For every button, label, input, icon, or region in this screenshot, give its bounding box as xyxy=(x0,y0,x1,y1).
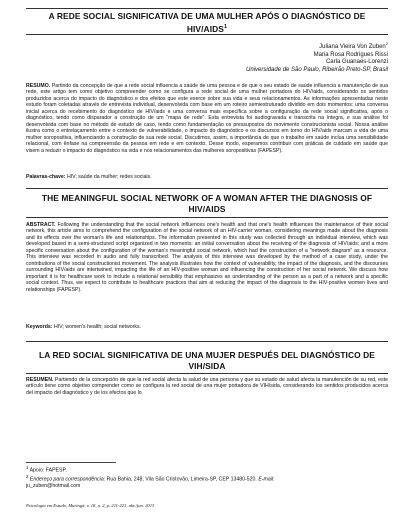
keywords-en xyxy=(26,324,388,330)
keywords-pt-label: Palavras-chave: xyxy=(26,174,66,180)
footnote-rule xyxy=(26,462,116,463)
author-block xyxy=(246,40,388,74)
abstract-es-label: RESUMEN. xyxy=(26,377,54,383)
keywords-en-label: Keywords: xyxy=(26,324,53,330)
footnote-2: $^2$ Endereço para correspondência: Rua Bahia, 248, Vila São Cristovão, Limeira-SP, CEP 13480-520. E-mail: xyxy=(26,474,275,483)
footnote-2-email: ju_zuben@hotmail.com xyxy=(26,483,81,490)
author-2: Maria Rosa Rodrigues Rissi xyxy=(313,51,388,58)
author-1-footnote-mark: 2 xyxy=(385,41,388,46)
keywords-en-text: HIV; women's health; social networks. xyxy=(53,324,141,330)
keywords-pt-text: HIV; saúde da mulher; redes sociais. xyxy=(66,174,152,180)
journal-footer: Psicologia em Estudo, Maringá, v. 18, n. 2, p. 211-221, abr./jun. 2013 xyxy=(26,503,155,508)
title-es xyxy=(26,350,388,371)
title-pt-line2: HIV/AIDS$^1$ xyxy=(186,23,228,34)
abstract-pt-text: Partindo da concepção de que a rede social influencia a saúde de uma pessoa e de que o seu estado de saúde influencia a manutenção de sua rede, este artigo tem como objetivo compreender como se configura a rede social de uma mulher portadora do HIV/aids, considerando os sentidos produzidos acerca do impacto do diagnóstico e dos efeitos que este exerce sobre sua vida e seus relacionamentos. As informações apresentadas neste estudo foram coletadas através de entrevista individual, desenvolvida com base em um roteiro semiestruturado dividido em dois momentos: uma conversa inicial acerca do recebimento do diagnóstico de HIV/aids e uma conversa mais específica sobre a configuração da rede social significativa, após o diagnóstico, tendo como disparador a construção de um "mapa de rede". Esta entrevista foi audiogravada e transcrita na íntegra, e sua análise foi desenvolvida com base no método de estudo de caso, tendo como fundamentação os pressupostos do movimento construcionista social. Nossa análise ilustra como o entrelaçamento entre o contexto de vulnerabilidade, o impacto do diagnóstico e os discursos em torno do HIV/aids marcam a vida de uma mulher soropositiva, influenciando a construção de sua rede social. Discutimos, assim, a importância de que o trabalho em saúde inclua uma sensibilidade relacional, com ênfase na compreensão da pessoa em rede e em contexto. Desse modo, esperamos contribuir com práticas de cuidado em saúde que visem a reduzir o impacto do diagnóstico na vida e nos relacionamentos das mulheres soropositivas (FAPESP). xyxy=(26,83,388,154)
title-rule-bottom xyxy=(26,34,388,35)
author-1: Juliana Vieira Von Zuben$^2$ xyxy=(319,41,388,50)
affiliation: Universidade de São Paulo, Ribeirão Preto-SP, Brasil xyxy=(246,66,388,73)
footnote-1: $^1$ Apoio: FAPESP. xyxy=(26,465,67,474)
abstract-en xyxy=(26,222,388,293)
footnotes xyxy=(26,465,388,490)
author-3: Carla Guanaes-Lorenzi xyxy=(325,59,388,66)
abstract-en-text: Following the understanding that the social network influences one's health and that one's health influences the maintenance of their social network, this article aims to comprehend the configuration of the social network of an HIV-carrier woman, considering meanings made about the diagnosis and its effects over the woman's life and relationships. The information presented in this study was collected through an individual interview, which was developed based in a semi-structured script organized in two moments: an initial conversation about the receiving of the diagnosis of HIV/aids; and a more specific conversation about the configuration of the woman's meaningful social network, which had the construction of a "network diagram" as a resource. This interview was recorded in audio and fully transcribed. The analysis of this interview was developed by the method of a case study, under the contributions of the social constructionist movement. The analysis illustrates how the context of vulnerability, the impact of the diagnosis, and the discourses surrounding HIV/aids are intertwined, impacting the life of an HIV-positive woman and influencing the construction of her social network. We discuss how important it is for healthcare work to include a relational sensibility that emphasizes an understanding of the person as a part of a network and a specific social context. Thus, we expect to contribute to healthcare practices that aim at reducing the impact of the diagnosis to the HIV-positive women lives and relationships (FAPESP). xyxy=(26,222,389,293)
title-es-rule-bottom xyxy=(26,373,388,374)
title-en-rule-top xyxy=(26,188,388,189)
title-es-rule-top xyxy=(26,341,388,342)
abstract-en-label: ABSTRACT. xyxy=(26,222,56,228)
title-en xyxy=(26,193,388,214)
title-en-line2: HIV/AIDS xyxy=(188,203,226,214)
abstract-es xyxy=(26,377,388,396)
title-rule-top xyxy=(26,8,388,9)
title-pt-line1: A REDE SOCIAL SIGNIFICATIVA DE UMA MULHER APÓS O DIAGNÓSTICO DE xyxy=(48,11,366,21)
abstract-pt-label: RESUMO. xyxy=(26,83,51,89)
footnote-2-label: Endereço para correspondência: xyxy=(29,476,106,483)
keywords-pt xyxy=(26,174,388,180)
title-en-rule-bottom xyxy=(26,217,388,218)
abstract-es-text: Partiendo de la concepción de que la red social afecta la salud de una persona y que su estado de salud afecta la manutención de su red, este artículo tiene como objetivo comprender como se configura la red social de una mujer portadora de VIH/sida, considerando los sentidos producidos acerca del impacto del diagnóstico y de los efectos que lo xyxy=(26,377,388,396)
abstract-pt xyxy=(26,83,388,154)
title-pt xyxy=(26,11,388,34)
title-footnote-mark: 1 xyxy=(223,23,228,30)
title-en-line1: THE MEANINGFUL SOCIAL NETWORK OF A WOMAN AFTER THE DIAGNOSIS OF xyxy=(41,193,373,203)
title-es-line1: LA RED SOCIAL SIGNIFICATIVA DE UNA MUJER DESPUÉS DEL DIAGNÓSTICO DE xyxy=(39,350,375,360)
title-es-line2: VIH/SIDA xyxy=(188,360,226,371)
